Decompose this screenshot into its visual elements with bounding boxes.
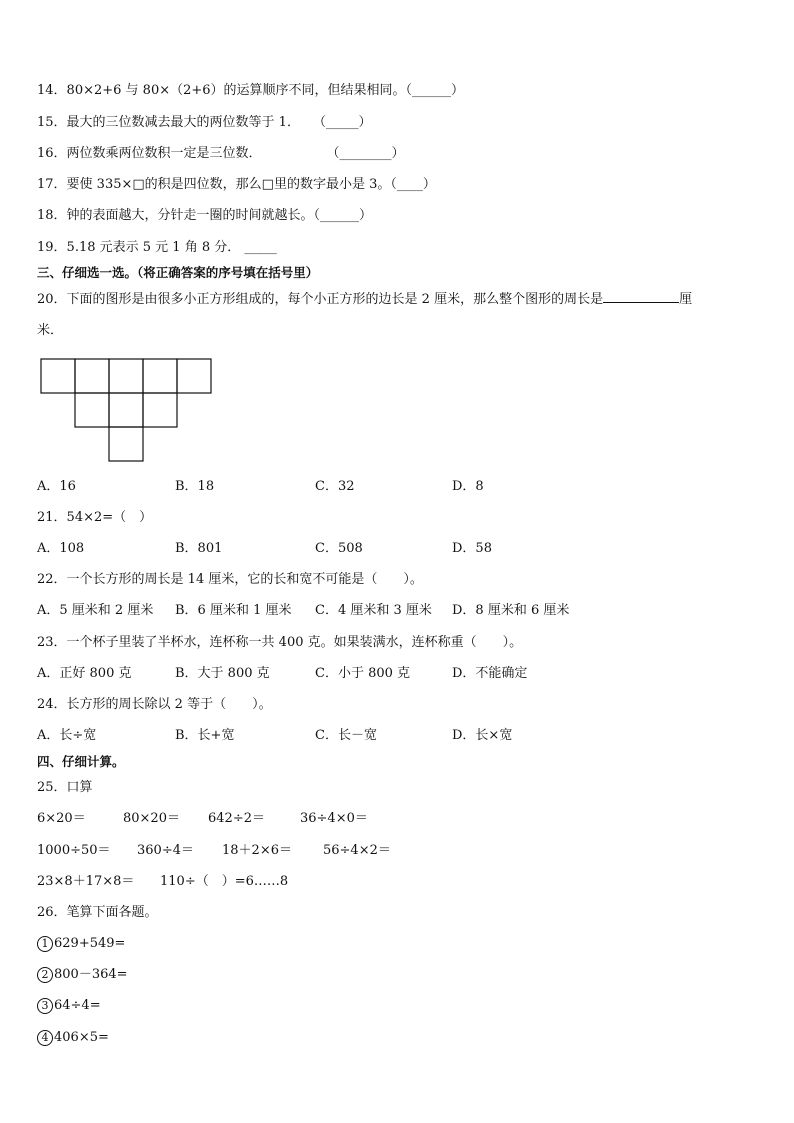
answer-blank[interactable]: ____: [396, 177, 423, 192]
circled-number: 2: [37, 967, 53, 983]
q21-option-c[interactable]: C．508: [315, 541, 363, 556]
answer-blank[interactable]: ______: [412, 83, 452, 98]
grid-square: [109, 359, 143, 393]
grid-square: [75, 393, 109, 427]
question-16: 16．两位数乘两位数积一定是三位数． （________）: [37, 146, 405, 161]
question-23-stem: 23．一个杯子里装了半杯水，连杯称一共 400 克。如果装满水，连杯称重（ ）。: [37, 635, 523, 650]
q24-option-d[interactable]: D．长×宽: [452, 728, 513, 743]
question-18: 18．钟的表面越大，分针走一圈的时间就越长。（______）: [37, 208, 373, 223]
section-3-title: 三、仔细选一选。（将正确答案的序号填在括号里）: [37, 265, 319, 280]
q23-option-b[interactable]: B．大于 800 克: [175, 666, 270, 681]
q22-option-b[interactable]: B．6 厘米和 1 厘米: [175, 603, 292, 618]
circled-number: 3: [37, 998, 53, 1014]
q20-option-b[interactable]: B．18: [175, 479, 215, 494]
q24-option-b[interactable]: B．长+宽: [175, 728, 235, 743]
q20-option-d[interactable]: D．8: [452, 479, 484, 494]
grid-square: [109, 393, 143, 427]
calc-item[interactable]: 18＋2×6＝: [222, 843, 292, 858]
grid-square: [143, 393, 177, 427]
question-19: 19．5.18 元表示 5 元 1 角 8 分． _____: [37, 240, 277, 255]
q23-option-c[interactable]: C．小于 800 克: [315, 666, 411, 681]
q20-option-a[interactable]: A．16: [37, 479, 76, 494]
question-26-title: 26．笔算下面各题。: [37, 905, 158, 920]
written-calc-item[interactable]: 1 629+549=: [37, 935, 125, 953]
question-14: 14．80×2+6 与 80×（2+6）的运算顺序不同，但结果相同。（______）: [37, 83, 465, 98]
question-25-title: 25．口算: [37, 780, 93, 795]
q20-option-c[interactable]: C．32: [315, 479, 355, 494]
question-15: 15．最大的三位数减去最大的两位数等于 1． （_____）: [37, 115, 372, 130]
calc-item[interactable]: 360÷4＝: [137, 843, 194, 858]
q21-option-a[interactable]: A．108: [37, 541, 85, 556]
calc-item[interactable]: 56÷4×2＝: [323, 843, 391, 858]
written-calc-item[interactable]: 2 800－364=: [37, 966, 128, 984]
calc-item[interactable]: 36÷4×0＝: [300, 811, 368, 826]
circled-number: 4: [37, 1030, 53, 1046]
q23-option-d[interactable]: D．不能确定: [452, 666, 528, 681]
square-grid-figure: [40, 358, 216, 464]
answer-blank[interactable]: _____: [244, 240, 277, 255]
question-21-stem: 21．54×2=（ ）: [37, 510, 153, 525]
q22-option-a[interactable]: A．5 厘米和 2 厘米: [37, 603, 154, 618]
calc-item[interactable]: 6×20＝: [37, 811, 86, 826]
calc-item[interactable]: 80×20＝: [123, 811, 180, 826]
grid-square: [41, 359, 75, 393]
q23-option-a[interactable]: A．正好 800 克: [37, 666, 132, 681]
answer-blank[interactable]: _____: [325, 115, 359, 130]
grid-square: [143, 359, 177, 393]
q22-option-d[interactable]: D．8 厘米和 6 厘米: [452, 603, 570, 618]
question-20-stem-cont: 米．: [37, 323, 64, 338]
q21-option-d[interactable]: D．58: [452, 541, 492, 556]
circled-number: 1: [37, 936, 53, 952]
question-24-stem: 24．长方形的周长除以 2 等于（ ）。: [37, 697, 272, 712]
question-17: 17．要使 335×□的积是四位数，那么□里的数字最小是 3。（____）: [37, 177, 436, 192]
calc-item[interactable]: 110÷（ ）=6……8: [160, 874, 289, 889]
q24-option-c[interactable]: C．长－宽: [315, 728, 377, 743]
calc-item[interactable]: 642÷2＝: [208, 811, 265, 826]
answer-blank[interactable]: [603, 290, 679, 303]
answer-blank[interactable]: ______: [320, 208, 360, 223]
section-4-title: 四、仔细计算。: [37, 754, 125, 769]
answer-blank[interactable]: ________: [339, 146, 392, 161]
grid-square: [75, 359, 109, 393]
written-calc-item[interactable]: 4 406×5=: [37, 1029, 109, 1047]
grid-square: [109, 427, 143, 461]
question-20-stem: 20．下面的图形是由很多小正方形组成的，每个小正方形的边长是 2 厘米，那么整个图形的周长是 厘: [37, 292, 693, 307]
q21-option-b[interactable]: B．801: [175, 541, 223, 556]
written-calc-item[interactable]: 3 64÷4=: [37, 997, 101, 1015]
question-22-stem: 22．一个长方形的周长是 14 厘米，它的长和宽不可能是（ ）。: [37, 572, 423, 587]
q22-option-c[interactable]: C．4 厘米和 3 厘米: [315, 603, 432, 618]
calc-item[interactable]: 1000÷50＝: [37, 843, 111, 858]
calc-item[interactable]: 23×8＋17×8＝: [37, 874, 135, 889]
grid-square: [177, 359, 211, 393]
q24-option-a[interactable]: A．长÷宽: [37, 728, 97, 743]
